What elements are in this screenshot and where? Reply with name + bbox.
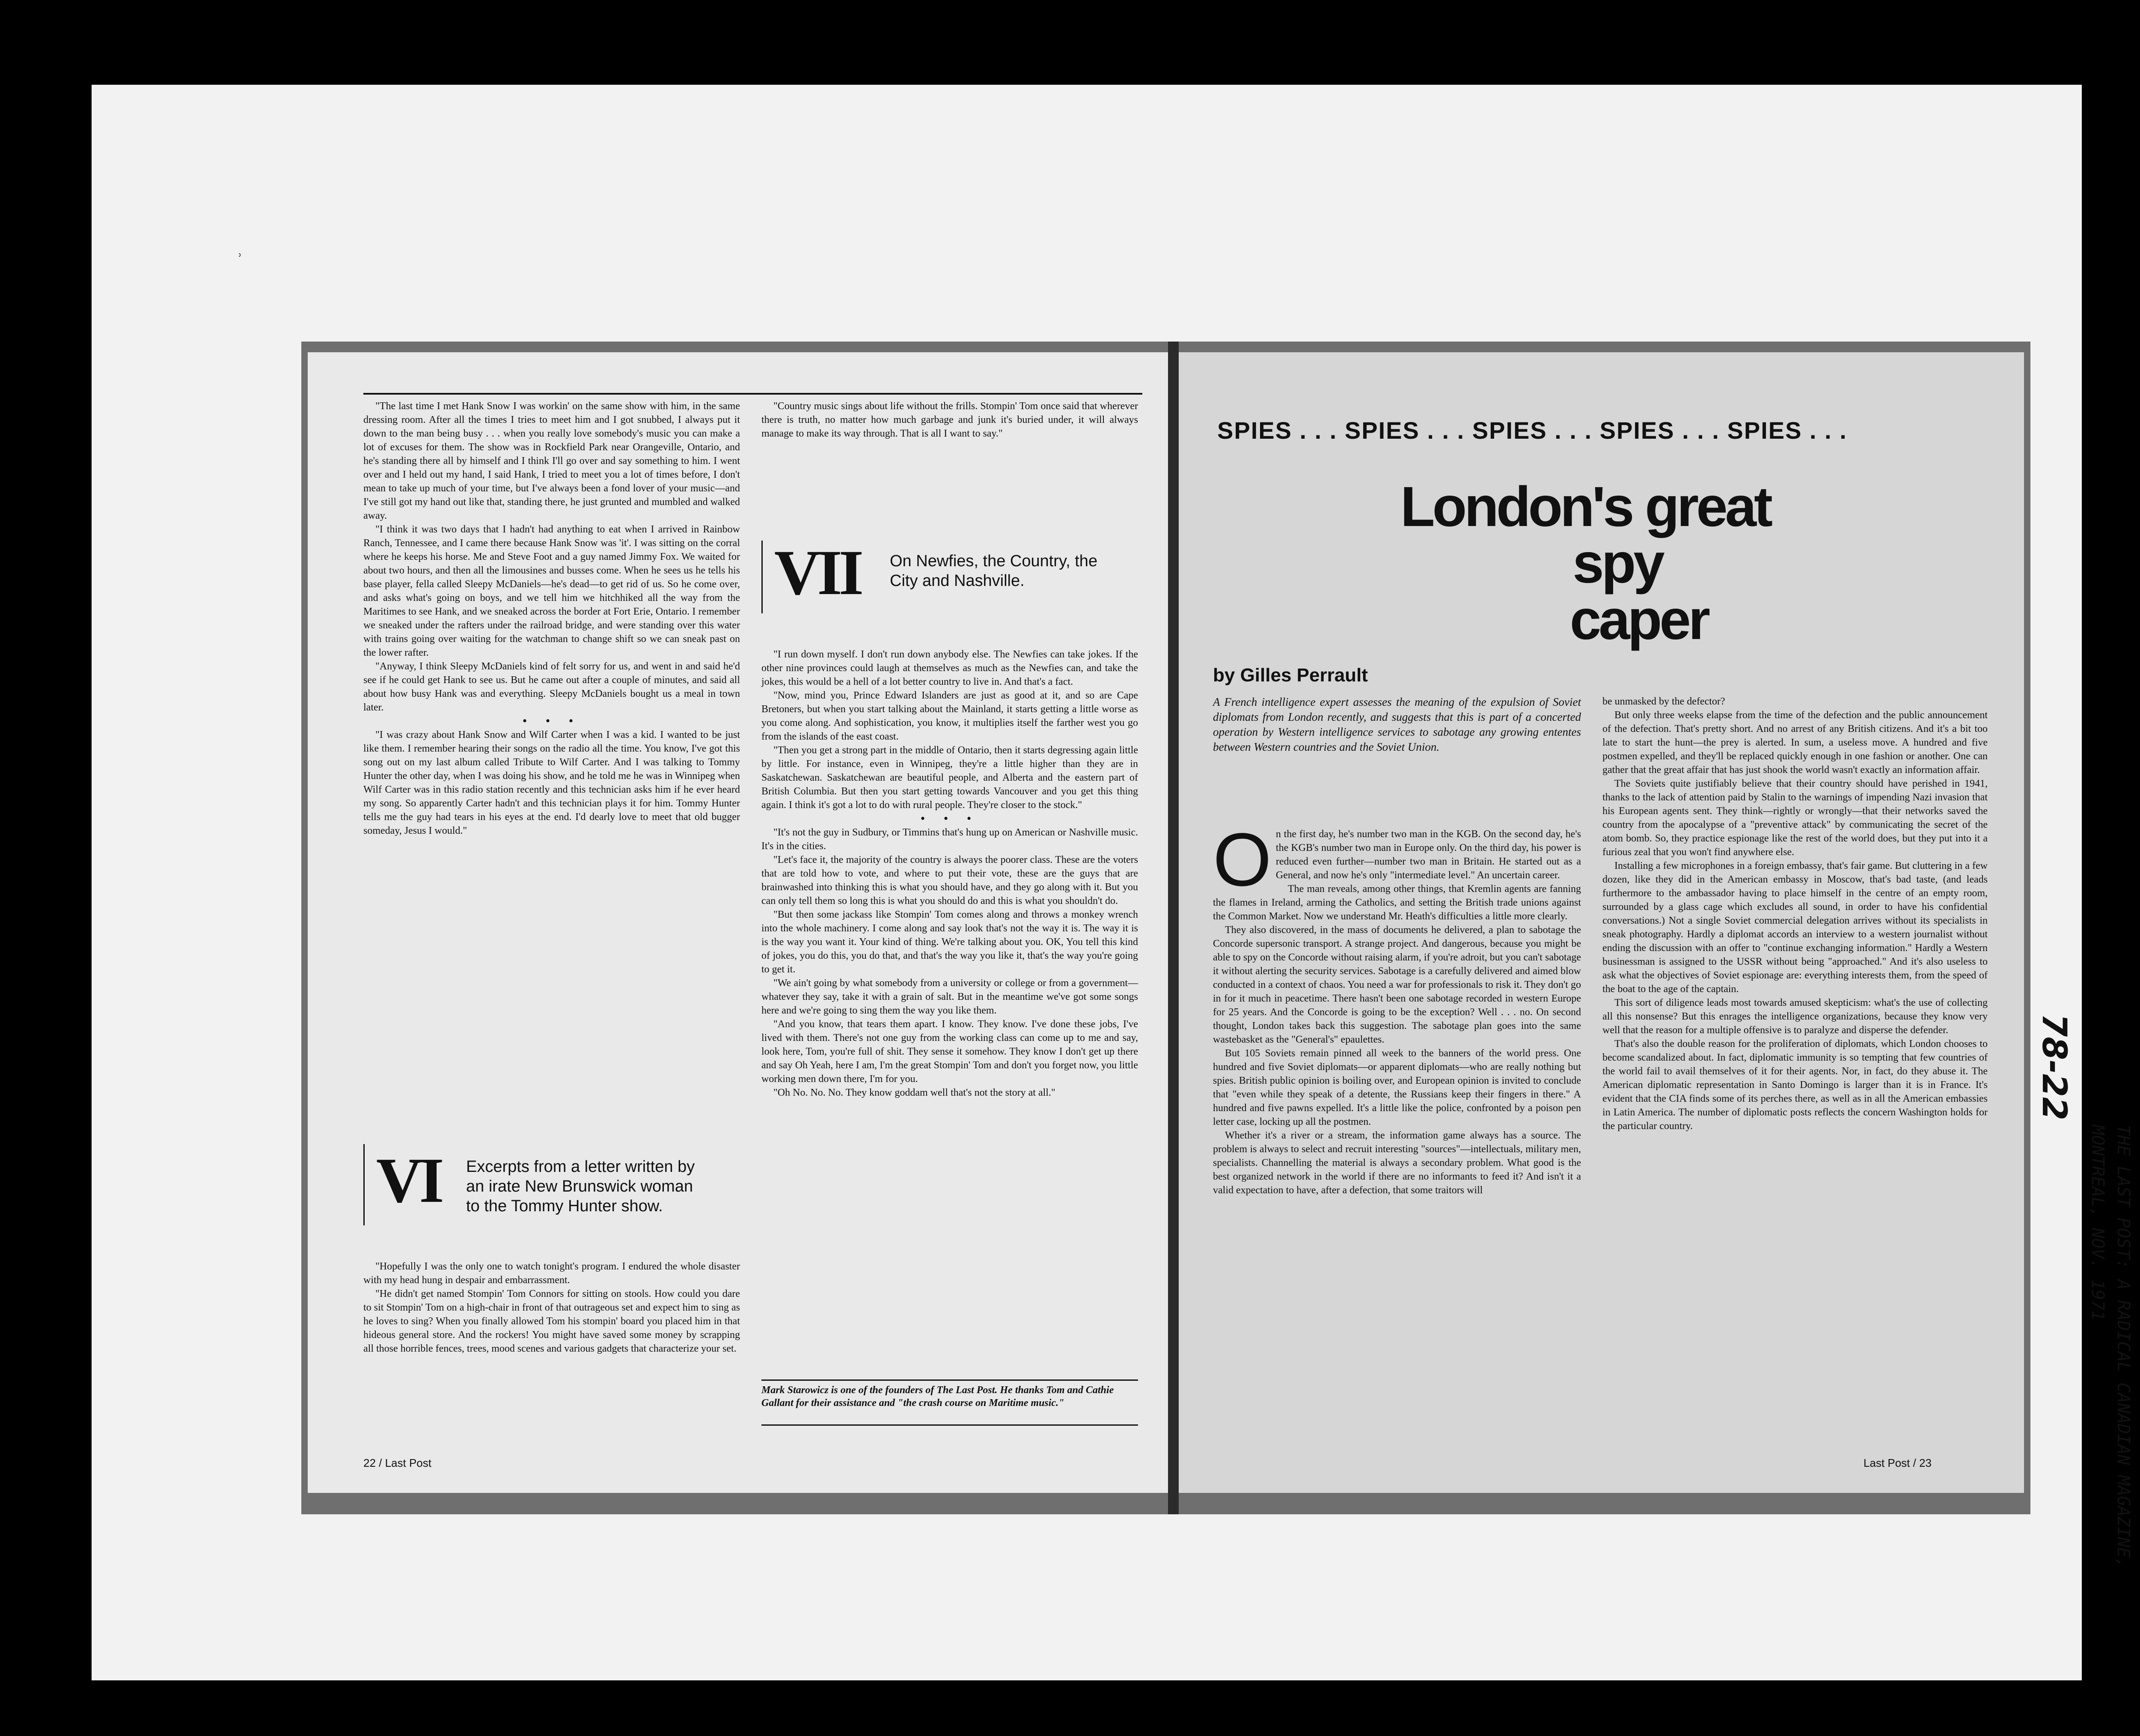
paragraph: "Anyway, I think Sleepy McDaniels kind of felt sorry for us, and went in and said he'd see if he could get Hank to see us. But he came out after a couple of minutes, and said all about how busy Hank was and everything. Sleepy McDaniels bought us a meal in town later. [363, 661, 740, 713]
paragraph: Installing a few microphones in a foreign embassy, that's fair game. But cluttering in a few dozen, like they did in the American embassy in Moscow, that's bad taste, (and leads furthermore to the ambassador having to place himself in the centre of an empty room, surrounded by a glass cage which excludes all sound, in order to have his confidential conversations.) Not a single Soviet commercial delegation arrives without its specialists in sneak photography. Hardly a diplomat accords an interview to a western journalist without ending the discussion with an offer to "continue exchanging information." Hardly a Western businessman is assigned to the USSR without being "approached." And it's also useless to ask what the objectives of Soviet espionage are: everything interests them, from the speed of the boat to the age of the captain. [1602, 860, 1988, 995]
paragraph: They also discovered, in the mass of documents he delivered, a plan to sabotage the Concorde supersonic transport. A strange project. And dangerous, because you might be able to spy on the Concorde without raising alarm, if you're adroit, but you can't sabotage it without alerting the security services. Sabotage is a carefully delivered and aimed blow conducted in a context of chaos. You need a war for professionals to risk it. They don't go in for it much in peacetime. There hasn't been one sabotage recorded in western Europe for 25 years. And the Concorde is going to be the exception? Well . . . no. On second thought, London takes back this suggestion. The sabotage plan goes into the same wastebasket as the "General's" epaulettes. [1213, 924, 1581, 1045]
paragraph: The man reveals, among other things, that Kremlin agents are fanning the flames in Ireland, arming the Catholics, and setting the British trade unions against the Common Market. Now we understand Mr. Heath's difficulties a little more clearly. [1213, 883, 1581, 922]
headline [1350, 475, 1821, 651]
left-column-1 [363, 399, 740, 838]
top-rule [363, 393, 1142, 395]
headline-line: spy [1572, 532, 1662, 595]
left-page [308, 352, 1168, 1493]
paragraph: "Country music sings about life without the frills. Stompin' Tom once said that wherever there is truth, no matter how much garbage and junk it's buried under, it will always manage to make its way through. That is all I want to say." [761, 401, 1138, 439]
page-folio-left: 22 / Last Post [363, 1457, 431, 1469]
section-vii-numeral: VII [774, 537, 861, 608]
paragraph: "Let's face it, the majority of the country is always the poorer class. These are the voters that are told how to vote, and where to put their vote, these are the guys that are brainwashed into thinking this is what you should have, and they go along with it. But you can only tell them so long this is what you should do and this is what you shouldn't do. [761, 854, 1138, 907]
left-column-2 [761, 399, 1138, 440]
right-column-1 [1213, 818, 1581, 1197]
section-vi-heading: Excerpts from a letter written by an irate New Brunswick woman to the Tommy Hunter show. [466, 1158, 695, 1215]
section-vi-rule [363, 1144, 365, 1225]
section-vi-text [363, 1260, 740, 1356]
section-vii-rule [761, 541, 763, 613]
paragraph: "It's not the guy in Sudbury, or Timmins that's hung up on American or Nashville music. It's in the cities. [761, 827, 1138, 852]
scan-mark: ⸒ [237, 238, 243, 257]
paragraph: "Hopefully I was the only one to watch tonight's program. I endured the whole disaster with my head hung in despair and embarrassment. [363, 1261, 740, 1286]
spine-gutter [1168, 342, 1179, 1514]
magazine-spread [301, 342, 2030, 1514]
author-credit: Mark Starowicz is one of the founders of The Last Post. He thanks Tom and Cathie Gallant for their assistance and "the crash course on Maritime music." [761, 1385, 1114, 1409]
handwritten-note-line1: THE LAST POST: A RADICAL CANADIAN MAGAZINE, [2113, 1125, 2133, 1568]
paragraph: "I run down myself. I don't run down anybody else. The Newfies can take jokes. If the other nine provinces could laugh at themselves as much as the Newfies can, and take the jokes, this would be a hell of a lot better country to live in. And that's a fact. [761, 649, 1138, 687]
scan-sheet [92, 85, 2133, 1680]
right-column-2 [1602, 695, 1988, 1133]
paragraph: That's also the double reason for the proliferation of diplomats, which London chooses to become scandalized about. In fact, diplomatic immunity is so tempting that few countries of the world fail to avail themselves of it for their agents. Nor, in fact, do they abuse it. The American diplomatic representation in Santo Domingo is larger than it is in France. It's evident that the CIA finds some of its perches there, as well as in all the American embassies in Latin America. The number of diplomatic posts reflects the concern Washington holds for the particular country. [1602, 1038, 1988, 1132]
section-break: • • • [920, 812, 979, 826]
section-vii-text [761, 648, 1138, 1100]
credit-rule [761, 1424, 1138, 1426]
paragraph: But only three weeks elapse from the time of the defection and the public announcement of the defection. That's pretty short. And no arrest of any British citizens. And it's a bit too late to start the hunt—the prey is alerted. In sum, a useless move. A hundred and five postmen expelled, and they'll be replaced quickly enough in one fashion or another. One can gather that the great affair that has just shook the world wasn't exactly an information affair. [1602, 710, 1988, 776]
paragraph: "Then you get a strong part in the middle of Ontario, then it starts degressing again little by little. For instance, even in Winnipeg, they're a little higher than they are in Saskatchewan. Saskatchewan are beautiful people, and Alberta and the eastern part of British Columbia. But then you start getting towards Vancouver and you get this thing again. I think it's got a lot to do with rural people. They're closer to the stock." [761, 745, 1138, 811]
handwritten-page-number: 78-22 [2035, 1014, 2073, 1121]
paragraph: be unmasked by the defector? [1602, 696, 1725, 707]
section-vii-heading: On Newfies, the Country, the City and Nashville. [890, 552, 1098, 590]
standfirst: A French intelligence expert assesses the meaning of the expulsion of Soviet diplomats from London recently, and suggests that this is part of a concerted operation by Western intelligence services to sabotage any growing ententes between Western countries and the Soviet Union. [1213, 696, 1581, 753]
paragraph: "But then some jackass like Stompin' Tom comes along and throws a monkey wrench into the whole machinery. I come along and say look that's not the way it is. The way it is is the way you want it. Your kind of thing. We're talking about you. OK, You tell this kind of jokes, you do this, you do that, and that's the way you like it, that's the way you're going to get it. [761, 909, 1138, 975]
paragraph: "We ain't going by what somebody from a university or college or from a government—whatever they say, take it with a grain of salt. But in the meantime we've got some songs here and we're going to sing them the way you like them. [761, 978, 1138, 1016]
headline-line: caper [1569, 588, 1708, 651]
byline: by Gilles Perrault [1213, 665, 1368, 686]
page-folio-right: Last Post / 23 [1864, 1457, 1932, 1469]
paragraph: "He didn't get named Stompin' Tom Connors for sitting on stools. How could you dare to sit Stompin' Tom on a high-chair in front of that outrageous set and expect him to sing as he loves to sing? When you finally allowed Tom his stompin' board you placed him in that hideous general store. And the rockers! You might have saved some money by scrapping all those horrible fences, trees, mood scenes and various gadgets that characterize your set. [363, 1288, 740, 1354]
paragraph: The Soviets quite justifiably believe that their country should have perished in 1941, thanks to the lack of attention paid by Stalin to the warnings of impending Nazi invasion that his European agents sent. They think—rightly or wrongly—that their networks saved the country from the apocalypse of a "preventive attack" by communicating the secret of the atom bomb. So, they practice espionage like the rest of the world does, but they put into it a furious zeal that you won't find anywhere else. [1602, 778, 1988, 858]
kicker-spies: SPIES . . . SPIES . . . SPIES . . . SPIES . . . SPIES . . . [1217, 417, 1847, 444]
section-vi-numeral: VI [376, 1145, 441, 1216]
lead-paragraph [1213, 818, 1581, 902]
headline-line: London's great [1400, 475, 1771, 538]
paragraph: Whether it's a river or a stream, the information game always has a source. The problem is always to select and recruit interesting "sources"—intellectuals, military men, specialists. Channelling the material is always a secondary problem. What good is the best organized network in the world if there are no informants to feed it? And isn't it a valid expectation to have, after a defection, that some traitors will [1213, 1130, 1581, 1196]
right-page [1179, 352, 2024, 1493]
credit-rule [761, 1379, 1138, 1381]
paragraph: "The last time I met Hank Snow I was workin' on the same show with him, in the same dressing room. After all the times I tries to meet him and I got snubbed, I always put it down to the man being busy . . . when you really love somebody's music you can make a lot of excuses for them. The show was in Rockfield Park near Orangeville, Ontario, and he's standing there all by himself and I think I'll go over and say something to him. I went over and I held out my hand, I said Hank, I tried to meet you a lot of times before, I don't mean to take up much of your time, but I've always been a fond lover of your music—and I've still got my hand out like that, standing there, he just grunted and mumbled and walked away. [363, 401, 740, 521]
section-break: • • • [522, 714, 581, 728]
paragraph: "And you know, that tears them apart. I know. They know. I've done these jobs, I've lived with them. There's not one guy from the working class can come up to me and say, look here, Tom, you're full of shit. They sense it somehow. They know I don't get up there and say Oh Yeah, here I am, I'm the great Stompin' Tom and don't you forget now, you little working men down there, I'm for you. [761, 1019, 1138, 1085]
paragraph: But 105 Soviets remain pinned all week to the banners of the world press. One hundred and five Soviet diplomats—or apparent diplomats—who are really nothing but spies. British public opinion is boiling over, and European opinion is invited to conclude that "even while they speak of a detente, the Russians keep their fingers in there." A hundred and five pawns expelled. It's a little like the police, confronted by a poison pen letter case, locking up all the postmen. [1213, 1048, 1581, 1127]
handwritten-note-line2: MONTREAL, NOV. 1971 [2088, 1125, 2107, 1321]
paragraph: "I was crazy about Hank Snow and Wilf Carter when I was a kid. I wanted to be just like them. I remember hearing their songs on the radio all the time. You know, I've got this song out on my last album called Tribute to Wilf Carter. And I was talking to Tommy Hunter the other day, when I was doing his show, and he told me he was in Winnipeg when Wilf Carter was in this radio station recently and this technician asks him if he ever heard my song. So apparently Carter hadn't and this technician plays it for him. Tommy Hunter tells me the guy had tears in his eyes at the end. I'd dearly love to meet that old bugger someday, Jesus I would." [363, 729, 740, 836]
lead-text: n the first day, he's number two man in the KGB. On the second day, he's the KGB's number two man in Europe only. On the third day, his power is reduced even further—number two man in Britain. He started out as a General, and now he's only "intermediate level." An uncertain career. [1275, 829, 1581, 881]
paragraph: "I think it was two days that I hadn't had anything to eat when I arrived in Rainbow Ranch, Tennessee, and I came there because Hank Snow was 'it'. I was sitting on the corral where he keeps his horse. Me and Steve Foot and a guy named Jimmy Fox. We waited for about two hours, and then all the limousines and busses come. When he sees us he tells his base player, fella called Sleepy McDaniels—he's dead—to get rid of us. So he come over, and asks what's going on boys, and we tell him we hitchhiked all the way from the Maritimes to see Hank, and we sneaked across the border at Fort Erie, Ontario. I remember we sneaked under the rafters under the railroad bridge, and were standing over this water with trains going over waiting for the watchman to change shift so we can sneak past on the lower rafter. [363, 524, 740, 658]
paragraph: "Oh No. No. No. They know goddam well that's not the story at all." [773, 1087, 1055, 1098]
paragraph: "Now, mind you, Prince Edward Islanders are just as good at it, and so are Cape Bretoners, but when you start talking about the Mainland, it starts getting a little worse as you come along. And sophistication, you know, it multiplies itself the farther west you go from the islands of the east coast. [761, 690, 1138, 742]
drop-cap: O [1213, 818, 1272, 902]
paragraph: This sort of diligence leads most towards amused skepticism: what's the use of collecting all this nonsense? But this enrages the intelligence organizations, because they know very well that the reason for a multiple offensive is to paralyze and disperse the defender. [1602, 997, 1988, 1036]
